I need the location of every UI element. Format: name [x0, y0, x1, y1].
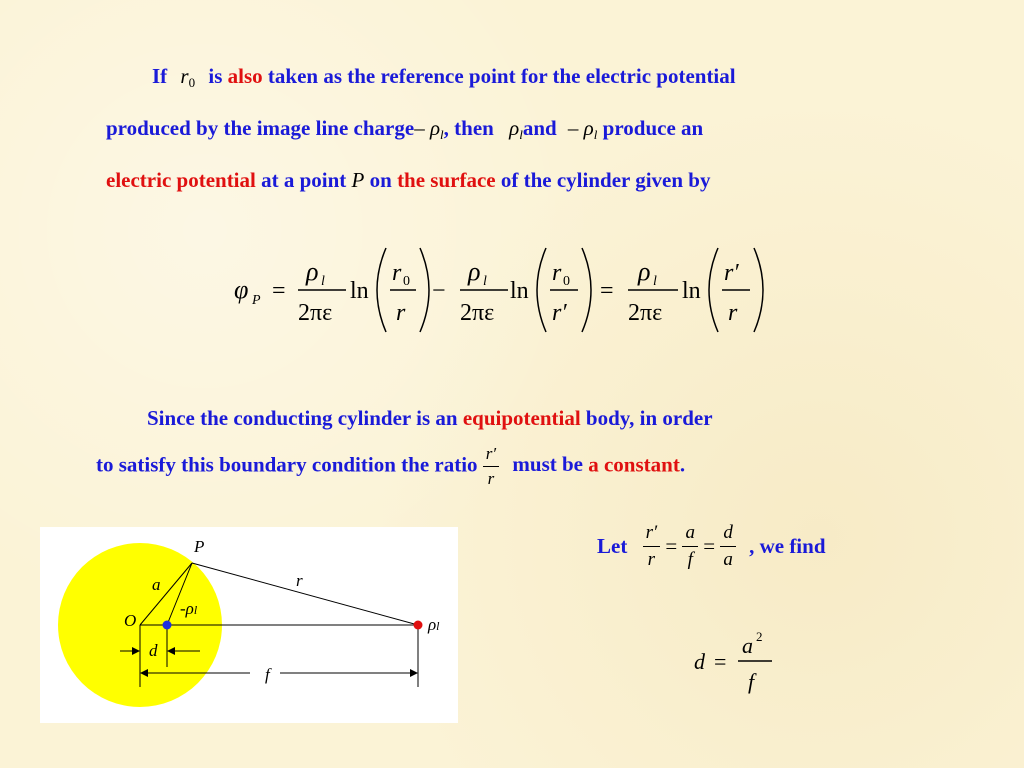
potential-equation: [220, 240, 780, 340]
eq-rho-1: ρ: [306, 257, 319, 286]
let-line: [597, 522, 826, 571]
text-produce-an: produce an: [602, 116, 704, 140]
text-electric-potential: electric potential: [106, 168, 256, 192]
let-frac-1-bar: [643, 546, 661, 547]
r0-sub: 0: [188, 75, 196, 90]
eq-r-2: r: [728, 300, 738, 326]
ratio-num: r′: [485, 444, 497, 463]
ratio-den: r: [487, 469, 495, 488]
eq-rho-1-sub: l: [321, 274, 325, 289]
text-at-a-point: at a point: [261, 168, 347, 192]
symbol-r0: [180, 64, 195, 88]
fig-neg-rho-sub: l: [193, 603, 198, 617]
eq-phi: φ: [234, 275, 249, 304]
fig-rho-sub: l: [436, 619, 440, 633]
fig-label-f: f: [265, 665, 270, 684]
symbol-P: P: [351, 168, 365, 192]
rho: ρ: [509, 116, 520, 140]
eq-rprime-1: r′: [552, 300, 567, 326]
result-a: a: [742, 633, 753, 658]
fig-label-P: P: [194, 537, 205, 556]
neg-rho: – ρ: [414, 116, 441, 140]
eq-paren-r-2: [582, 248, 591, 332]
eq-phi-sub: P: [252, 293, 261, 308]
let-frac-1-den: r: [647, 549, 656, 570]
text-then: , then: [443, 116, 494, 140]
cylinder-figure: [40, 527, 458, 723]
image-charge-dot: [163, 621, 172, 630]
eq-rho-2: ρ: [468, 257, 481, 286]
rho-sub-l-2: l: [519, 127, 523, 142]
fig-label-rho: [428, 615, 440, 635]
figure-svg: [40, 527, 458, 723]
let-frac-1-num: r′: [645, 522, 658, 543]
eq-rprime-2: r′: [724, 260, 739, 286]
text-on: on: [369, 168, 392, 192]
eq-rho-3-sub: l: [653, 274, 657, 289]
eq-2pieps-1: 2πε: [298, 300, 333, 326]
let-frac-2: [682, 522, 698, 571]
let-frac-1: [643, 522, 661, 571]
text-we-find: , we find: [749, 534, 826, 558]
fig-label-d: d: [149, 641, 158, 660]
let-frac-3-num: d: [723, 522, 733, 543]
text-line1-rest: taken as the reference point for the electric potential: [267, 64, 736, 88]
fig-label-r: r: [296, 571, 303, 590]
rho-sub-l-3: l: [593, 127, 598, 142]
ratio-bar: [483, 466, 499, 467]
let-frac-3: [720, 522, 736, 571]
text-is: is: [208, 64, 223, 88]
eq-paren-l-1: [377, 248, 386, 332]
text-body-in-order: body, in order: [585, 406, 713, 430]
eq-paren-l-3: [709, 248, 718, 332]
eq-ln-3: ln: [682, 278, 701, 304]
text-to-satisfy: to satisfy this boundary condition the ratio: [96, 452, 478, 477]
ratio-fraction: [483, 444, 499, 489]
eq-2pieps-2: 2πε: [460, 300, 495, 326]
let-frac-2-bar: [682, 546, 698, 547]
text-equipotential: equipotential: [462, 406, 581, 430]
text-line2-a: produced by the image line charge: [106, 116, 415, 140]
let-eq-2: =: [703, 534, 716, 558]
neg-rho-2: – ρ: [567, 116, 594, 140]
let-eq-1: =: [665, 534, 678, 558]
result-sup: 2: [756, 629, 763, 644]
text-the-surface: the surface: [397, 168, 496, 192]
eq-rho-2-sub: l: [483, 274, 487, 289]
text-a-constant: a constant: [588, 452, 680, 477]
let-frac-2-den: f: [687, 549, 693, 570]
rho-sub-l: l: [440, 127, 444, 142]
symbol-rho-l: [509, 116, 523, 140]
line-charge-dot: [414, 621, 423, 630]
para1-line3: [106, 168, 711, 193]
result-f: f: [748, 669, 755, 694]
para1-line1: [152, 64, 736, 91]
text-let: Let: [597, 534, 628, 558]
fig-label-a: a: [152, 575, 161, 594]
eq-minus: −: [432, 278, 446, 304]
eq-2pieps-3: 2πε: [628, 300, 663, 326]
let-frac-3-bar: [720, 546, 736, 547]
let-frac-3-den: a: [723, 549, 733, 570]
eq-r-1: r: [396, 300, 406, 326]
eq-r0-1: r: [392, 260, 402, 286]
eq-rho-3: ρ: [638, 257, 651, 286]
fig-rho-main: ρ: [428, 615, 437, 634]
text-must-be: must be: [512, 452, 583, 477]
result-d: d: [694, 649, 705, 674]
fig-label-neg-rho: [180, 599, 197, 619]
eq-paren-r-1: [420, 248, 429, 332]
let-frac-2-num: a: [685, 522, 695, 543]
para2-line1: [147, 406, 713, 431]
fig-label-O: O: [124, 611, 137, 630]
eq-equals-1: =: [272, 278, 286, 304]
symbol-neg-rho-l-2: [568, 116, 597, 140]
eq-equals-2: =: [600, 278, 614, 304]
eq-paren-r-3: [754, 248, 763, 332]
text-since: Since the conducting cylinder is an: [147, 406, 458, 430]
eq-r0-2-sub: 0: [563, 274, 570, 289]
eq-paren-l-2: [537, 248, 546, 332]
r0-main: r: [180, 64, 189, 88]
fig-neg-rho-main: -ρ: [180, 599, 194, 618]
eq-r0-1-sub: 0: [403, 274, 410, 289]
text-also: also: [227, 64, 263, 88]
symbol-neg-rho-l: [414, 116, 443, 140]
text-line3-rest: of the cylinder given by: [500, 168, 711, 192]
eq-ln-2: ln: [510, 278, 529, 304]
result-equation: [690, 625, 790, 705]
result-eq: =: [714, 649, 727, 674]
text-and: and: [522, 116, 557, 140]
para1-line2: [106, 116, 703, 143]
text-if: If: [152, 64, 168, 88]
para2-line2: [96, 444, 685, 489]
eq-ln-1: ln: [350, 278, 369, 304]
distance-r-line: [192, 563, 418, 625]
text-dot: .: [679, 452, 686, 477]
eq-r0-2: r: [552, 260, 562, 286]
